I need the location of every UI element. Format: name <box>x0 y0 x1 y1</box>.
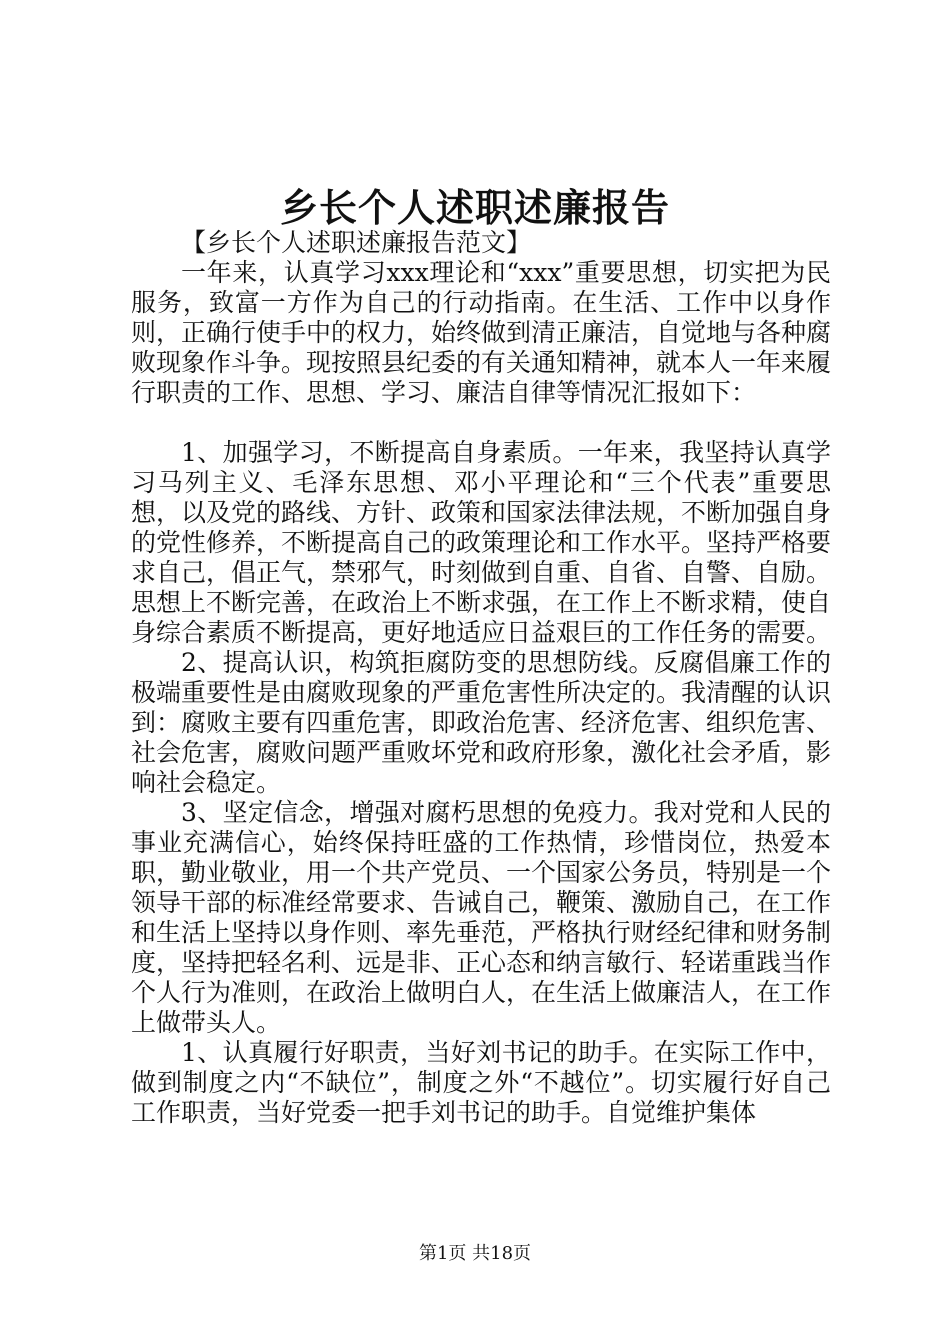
page-title: 乡长个人述职述廉报告 <box>279 185 670 230</box>
paragraph-item-1: 1、加强学习，不断提高自身素质。一年来，我坚持认真学习马列主义、毛泽东思想、邓小平理论和“三个代表”重要思想，以及党的路线、方针、政策和国家法律法规，不断加强自身的党性修养，不断提高自己的政策理论和工作水平。坚持严格要求自己，倡正气，禁邪气，时刻做到自重、自省、自警、自励。思想上不断完善，在政治上不断求强，在工作上不断求精，使自身综合素质不断提高，更好地适应日益艰巨的工作任务的需要。 <box>131 438 832 647</box>
paragraph-duty-1: 1、认真履行好职责，当好刘书记的助手。在实际工作中，做到制度之内“不缺位”，制度之外“不越位”。切实履行好自己工作职责，当好党委一把手刘书记的助手。自觉维护集体 <box>131 1038 831 1127</box>
subtitle: 【乡长个人述职述廉报告范文】 <box>181 228 532 257</box>
paragraph-item-2: 2、提高认识，构筑拒腐防变的思想防线。反腐倡廉工作的极端重要性是由腐败现象的严重危害性所决定的。我清醒的认识到：腐败主要有四重危害，即政治危害、经济危害、组织危害、社会危害，腐败问题严重败坏党和政府形象，激化社会矛盾，影响社会稳定。 <box>131 648 832 797</box>
page-footer: 第1页 共18页 <box>418 1243 532 1264</box>
paragraph-item-3: 3、坚定信念，增强对腐朽思想的免疫力。我对党和人民的事业充满信心，始终保持旺盛的工作热情，珍惜岗位，热爱本职，勤业敬业，用一个共产党员、一个国家公务员，特别是一个领导干部的标准经常要求、告诫自己，鞭策、激励自己，在工作和生活上坚持以身作则、率先垂范，严格执行财经纪律和财务制度，坚持把轻名利、远是非、正心态和纳言敏行、轻诺重践当作个人行为准则，在政治上做明白人，在生活上做廉洁人，在工作上做带头人。 <box>131 798 832 1037</box>
paragraph-spacer <box>131 408 831 438</box>
paragraph-intro: 一年来，认真学习xxx理论和“xxx”重要思想，切实把为民服务，致富一方作为自己的行动指南。在生活、工作中以身作则，正确行使手中的权力，始终做到清正廉洁，自觉地与各种腐败现象作斗争。现按照县纪委的有关通知精神，就本人一年来履行职责的工作、思想、学习、廉洁自律等情况汇报如下： <box>131 258 832 407</box>
document-body <box>131 228 831 1128</box>
